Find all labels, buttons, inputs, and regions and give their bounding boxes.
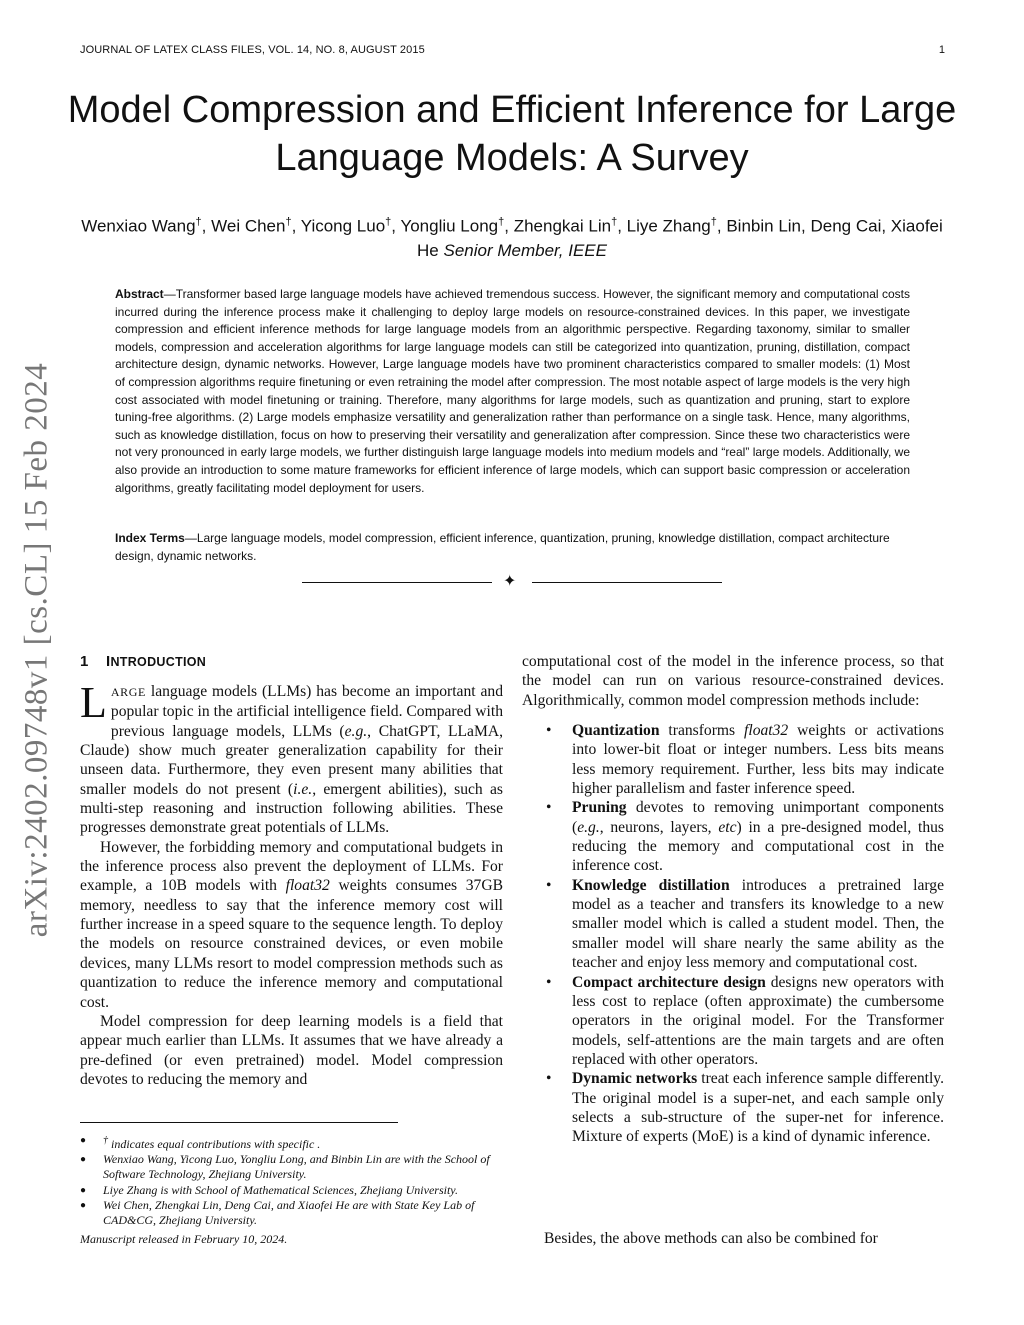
footnote-mark: † — [103, 1135, 108, 1146]
list-item — [522, 973, 944, 1070]
bullet-icon: • — [546, 722, 552, 740]
author-name: Liye Zhang — [626, 216, 711, 236]
intro-text: , ChatGPT, LLaMA, Claude) show much greater generalization capability for their unseen data. Furthermore, they even present many abilities that smaller models do not present ( — [80, 722, 503, 798]
intro-smallcaps: ARGE — [110, 685, 146, 699]
footnote — [80, 1152, 503, 1182]
method-term: Pruning — [572, 799, 627, 817]
list-item — [522, 876, 944, 973]
author-name: Yongliu Long — [400, 216, 499, 236]
index-terms-text: Large language models, model compression, efficient inference, quantization, pruning, knowledge distillation, compact architecture design, dynamic networks. — [115, 531, 890, 563]
bullet-icon: • — [546, 973, 552, 991]
footnote — [80, 1133, 503, 1152]
index-terms-label: Index Terms — [115, 531, 185, 545]
method-term: Compact architecture design — [572, 973, 766, 991]
method-text: transforms — [659, 722, 745, 740]
author-name: Yicong Luo — [300, 216, 386, 236]
bullet-icon: ● — [80, 1199, 87, 1211]
author-name: Zhengkai Lin — [513, 216, 612, 236]
bullet-icon: ● — [80, 1154, 87, 1166]
list-item — [522, 798, 944, 875]
method-text: ) in a pre-designed model, thus reducing the memory and computational cost in the inference cost. — [572, 818, 945, 875]
footnote-text: Liye Zhang is with School of Mathematical Sciences, Zhejiang University. — [103, 1182, 458, 1197]
manuscript-note: Manuscript released in February 10, 2024. — [80, 1232, 288, 1246]
footnote-rule — [80, 1122, 398, 1123]
closing-paragraph: Besides, the above methods can also be combined for — [544, 1230, 878, 1247]
method-emphasis: e.g. — [577, 818, 600, 836]
bullet-icon: • — [546, 799, 552, 817]
bullet-icon: ● — [80, 1135, 87, 1146]
author-name: Xiaofei He — [417, 216, 943, 260]
method-text: devotes to removing unimportant components ( — [572, 799, 944, 836]
drop-cap: L — [80, 678, 107, 727]
bullet-icon: • — [546, 876, 552, 894]
intro-paragraph-3: Model compression for deep learning models is a field that appear much earlier than LLMs. It assumes that we have already a pre-defined (or even pretrained) model. Model compression devotes to reducing the memory and — [80, 1012, 503, 1088]
method-emphasis: etc — [718, 818, 737, 836]
section-number: 1 — [80, 653, 89, 670]
intro-text: weights consumes 37GB memory, needless to say that the inference memory cost will further increase in a speed square to the sequence length. To deploy the models on resource constrained devices, or even mobile devices, many LLMs resort to model compression methods such as quantization to reduce the inference memory and computational cost. — [80, 877, 503, 1011]
continuation-paragraph: computational cost of the model in the inference process, so that the model can run on various resource-constrained devices. Algorithmically, common model compression methods include: — [522, 653, 944, 709]
intro-paragraph-1 — [80, 678, 503, 838]
method-text: designs new operators with less cost to replace (often approximate) the cumbersome operators in the original model. For the Transformer models, self-attentions are the main targets and are often replaced with other operators. — [572, 973, 944, 1068]
divider-rule-right — [532, 582, 722, 583]
author-list: Wenxiao Wang†, Wei Chen†, Yicong Luo†, Yongliu Long†, Zhengkai Lin†, Liye Zhang†, Binbin Lin, Deng Cai, Xiaofei He Senior Member, IEEE — [81, 216, 943, 260]
method-emphasis: float32 — [744, 722, 789, 740]
section-heading — [80, 652, 503, 670]
equal-contribution-mark: † — [611, 216, 618, 228]
footnote-text: Wei Chen, Zhengkai Lin, Deng Cai, and Xiaofei He are with State Key Lab of CAD&CG, Zhejiang University. — [103, 1197, 475, 1228]
section-title-rest: NTRODUCTION — [110, 655, 207, 669]
list-item — [522, 1069, 944, 1146]
footnote-text: Wenxiao Wang, Yicong Luo, Yongliu Long, and Binbin Lin are with the School of Software Technology, Zhejiang University. — [103, 1152, 490, 1182]
left-column — [80, 652, 503, 1089]
abstract-text: Transformer based large language models have achieved tremendous success. However, the significant memory and computational costs incurred during the inference process make it challenging to deploy large models on resource-constrained devices. In this paper, we investigate compression and efficient inference methods for large language models from an algorithmic perspective. Regarding taxonomy, similar to smaller models, compression and acceleration algorithms for large language models can still be categorized into quantization, pruning, distillation, compact architecture design, dynamic networks. However, Large language models have two prominent characteristics compared to smaller models: (1) Most of compression algorithms require finetuning or even retraining the model after compression. The most notable aspect of large models is the very high cost associated with model finetuning or training. Therefore, many algorithms for large models, such as quantization and pruning, start to explore tuning-free algorithms. (2) Large models emphasize versatility and generalization rather than performance on a single task. Hence, many algorithms, such as knowledge distillation, focus on how to preserving their versatility and generalization after compression. Since these two characteristics were not very pronounced in early large models, we further distinguish large language models into medium models and “real” large models. Additionally, we also provide an introduction to some mature frameworks for efficient inference of large models, which can support basic compression or acceleration algorithms, greatly facilitating model deployment for users. — [115, 287, 910, 495]
equal-contribution-mark: † — [710, 216, 717, 228]
senior-member-note: Senior Member, IEEE — [443, 240, 607, 260]
intro-ie: i.e. — [293, 780, 313, 798]
compression-methods-list — [522, 721, 944, 1147]
paper-title: Model Compression and Efficient Inference for Large Language Models: A Survey — [67, 89, 957, 179]
author-name: Wei Chen — [211, 216, 286, 236]
bullet-icon: ● — [80, 1184, 87, 1196]
arxiv-identifier: arXiv:2402.09748v1 [cs.CL] 15 Feb 2024 — [18, 362, 55, 938]
divider-ornament-icon: ✦ — [503, 573, 517, 590]
intro-paragraph-2 — [80, 838, 503, 1012]
footnote — [80, 1183, 503, 1198]
footnote-text: indicates equal contributions with specific . — [108, 1137, 321, 1151]
intro-text: However, the forbidding memory and computational budgets in the inference process also prevent the deployment of LLMs. For example, a 10B models with — [80, 838, 503, 895]
abstract-label: Abstract — [115, 287, 164, 301]
method-text: introduces a pretrained large model as a teacher and transfers its knowledge to a new smaller model which is called a student model. Then, the smaller model will share nearly the same ability as the teacher and enjoy less memory and computational cost. — [572, 876, 944, 972]
method-text: treat each inference sample differently. The original model is a super-net, and each sample only selects a sub-structure of the super-net for inference. Mixture of experts (MoE) is a kind of dynamic inference. — [572, 1070, 944, 1146]
equal-contribution-mark: † — [195, 216, 202, 228]
index-terms: Index Terms—Large language models, model compression, efficient inference, quantization, pruning, knowledge distillation, compact architecture design, dynamic networks. — [115, 531, 890, 563]
intro-text: , emergent abilities), such as multi-step reasoning and instruction following abilities. These progresses demonstrate great potentials of LLMs. — [80, 780, 503, 837]
list-item — [522, 721, 944, 798]
section-divider — [302, 573, 722, 593]
right-column — [522, 652, 944, 1147]
abstract: Abstract—Transformer based large language models have achieved tremendous success. However, the significant memory and computational costs incurred during the inference process make it challenging to deploy large models on resource-constrained devices. In this paper, we investigate compression and efficient inference methods for large language models from an algorithmic perspective. Regarding taxonomy, similar to smaller models, compression and acceleration algorithms for large language models can still be categorized into quantization, pruning, distillation, compact architecture design, dynamic networks. However, Large language models have two prominent characteristics compared to smaller models: (1) Most of compression algorithms require finetuning or even retraining the model after compression. The most notable aspect of large models is the very high cost associated with model finetuning or training. Therefore, many algorithms for large models, such as quantization and pruning, start to explore tuning-free algorithms. (2) Large models emphasize versatility and generalization rather than performance on a single task. Hence, many algorithms, such as knowledge distillation, focus on how to preserving their versatility and generalization after compression. Since these two characteristics were not very pronounced in early large models, we further distinguish large language models into medium models and “real” large models. Additionally, we also provide an introduction to some mature frameworks for efficient inference of large models, which can support basic compression or acceleration algorithms, greatly facilitating model deployment for users. — [115, 287, 910, 495]
divider-rule-left — [302, 582, 492, 583]
intro-text: language models (LLMs) has become an important and popular topic in the artificial intelligence field. Compared with previous language models, LLMs ( — [110, 683, 503, 740]
equal-contribution-mark: † — [385, 216, 392, 228]
author-name: Binbin Lin — [726, 216, 802, 236]
running-header: JOURNAL OF LATEX CLASS FILES, VOL. 14, NO. 8, AUGUST 2015 — [80, 44, 425, 56]
arxiv-stamp — [12, 350, 62, 950]
footnote — [80, 1198, 503, 1228]
section-title-initial: I — [106, 653, 111, 670]
equal-contribution-mark: † — [498, 216, 505, 228]
intro-eg: e.g. — [344, 722, 368, 740]
intro-float32: float32 — [285, 877, 330, 895]
method-text: weights or activations into lower-bit float or integer numbers. Less bits means less memory requirement. Further, less bits may indicate higher parallelism and faster inference speed. — [572, 722, 944, 798]
method-term: Knowledge distillation — [572, 876, 730, 894]
method-text: , neurons, layers, — [599, 818, 719, 836]
page-number: 1 — [938, 44, 945, 56]
equal-contribution-mark: † — [285, 216, 292, 228]
footnotes — [80, 1133, 503, 1228]
author-name: Wenxiao Wang — [81, 216, 196, 236]
method-term: Dynamic networks — [572, 1070, 698, 1088]
author-name: Deng Cai — [810, 216, 882, 236]
bullet-icon: • — [546, 1070, 552, 1088]
method-term: Quantization — [572, 722, 660, 740]
